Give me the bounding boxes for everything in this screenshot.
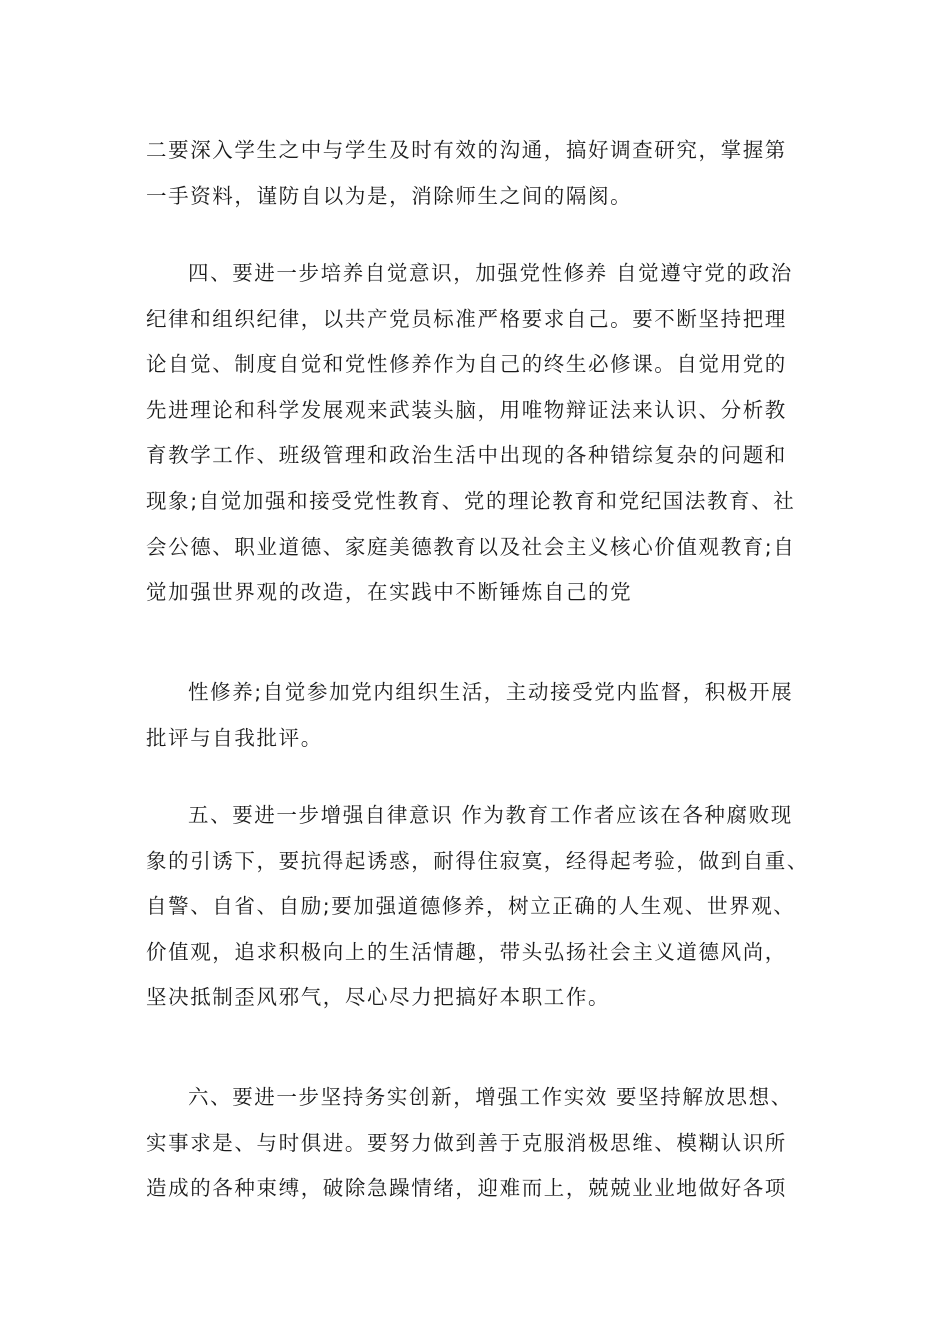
text-line: 批评与自我批评。 xyxy=(146,725,323,750)
paragraph-section-four-continued xyxy=(146,670,816,761)
text-line: 象的引诱下，要抗得起诱惑，耐得住寂寞，经得起考验，做到自重、 xyxy=(146,848,809,873)
paragraph-section-six xyxy=(146,1075,816,1212)
text-line: 先进理论和科学发展观来武装头脑，用唯物辩证法来认识、分析教 xyxy=(146,397,787,422)
text-line: 一手资料，谨防自以为是，消除师生之间的隔阂。 xyxy=(146,183,633,208)
paragraph-section-five xyxy=(146,793,816,1021)
text-line: 纪律和组织纪律，以共产党员标准严格要求自己。要不断坚持把理 xyxy=(146,306,787,331)
text-line: 二要深入学生之中与学生及时有效的沟通，搞好调查研究，掌握第 xyxy=(146,138,787,162)
text-line: 自警、自省、自励;要加强道德修养，树立正确的人生观、世界观、 xyxy=(146,894,796,919)
text-line: 性修养;自觉参加党内组织生活，主动接受党内监督，积极开展 xyxy=(188,680,794,704)
text-line: 现象;自觉加强和接受党性教育、党的理论教育和党纪国法教育、社 xyxy=(146,488,796,513)
text-line: 觉加强世界观的改造，在实践中不断锤炼自己的党 xyxy=(146,580,633,605)
text-line: 造成的各种束缚，破除急躁情绪，迎难而上，兢兢业业地做好各项 xyxy=(146,1176,787,1201)
text-line: 坚决抵制歪风邪气，尽心尽力把搞好本职工作。 xyxy=(146,985,611,1010)
paragraph-section-four xyxy=(146,251,816,616)
paragraph-communication xyxy=(146,128,816,219)
text-line: 五、要进一步增强自律意识 作为教育工作者应该在各种腐败现 xyxy=(188,803,793,827)
text-line: 实事求是、与时俱进。要努力做到善于克服消极思维、模糊认识所 xyxy=(146,1130,787,1155)
text-line: 会公德、职业道德、家庭美德教育以及社会主义核心价值观教育;自 xyxy=(146,534,796,559)
text-line: 六、要进一步坚持务实创新，增强工作实效 要坚持解放思想、 xyxy=(188,1085,793,1109)
text-line: 四、要进一步培养自觉意识，加强党性修养 自觉遵守党的政治 xyxy=(188,261,793,285)
text-line: 论自觉、制度自觉和党性修养作为自己的终生必修课。自觉用党的 xyxy=(146,352,787,377)
text-line: 育教学工作、班级管理和政治生活中出现的各种错综复杂的问题和 xyxy=(146,443,787,468)
text-line: 价值观，追求积极向上的生活情趣，带头弘扬社会主义道德风尚， xyxy=(146,939,787,964)
